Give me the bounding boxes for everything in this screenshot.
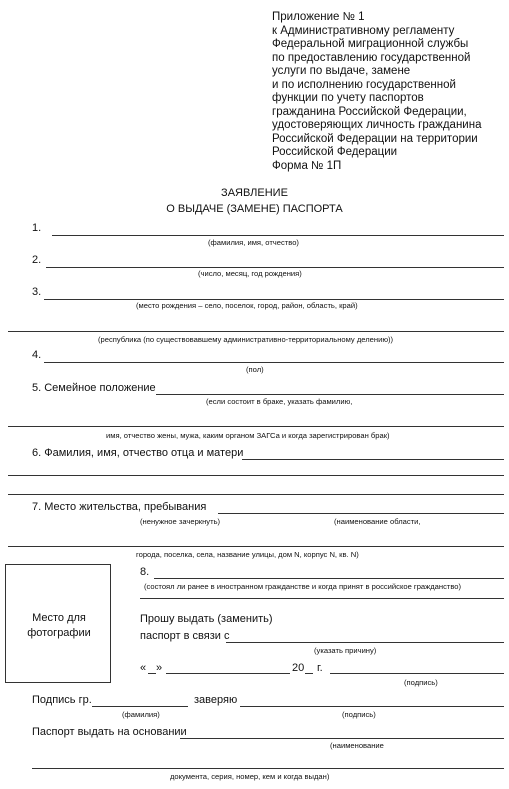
document-title: ЗАЯВЛЕНИЕ [221,187,288,199]
date-month-line[interactable] [166,673,290,674]
appendix-line: Приложение № 1 [272,11,365,23]
appendix-line: Федеральной миграционной службы [272,38,469,50]
field-4-number: 4. [32,349,42,361]
field-7-caption-2: города, поселка, села, название улицы, дом N, корпус N, кв. N) [136,550,359,559]
appendix-line: Российской Федерации на территории [272,132,478,145]
field-5-caption: (если состоит в браке, указать фамилию, [206,397,353,406]
field-4-caption: (пол) [246,365,264,374]
form-number: Форма № 1П [272,159,342,172]
appendix-line: Российской Федерации [272,146,398,158]
field-7-label: 7. Место жительства, пребывания [32,501,207,513]
applicant-signature-caption: (подпись) [404,678,438,687]
date-open-quote: « [140,662,147,674]
field-6-line[interactable] [242,459,504,460]
field-6-label: 6. Фамилия, имя, отчество отца и матери [32,447,244,459]
certify-verb: заверяю [194,694,238,706]
field-7-line[interactable] [218,513,504,514]
appendix-line: гражданина Российской Федерации, [272,105,467,118]
basis-label: Паспорт выдать на основании [32,726,187,738]
document-subtitle: О ВЫДАЧЕ (ЗАМЕНЕ) ПАСПОРТА [166,203,343,215]
date-year-prefix: 20 [292,662,305,674]
appendix-line: услуги по выдаче, замене [272,65,411,77]
field-2-number: 2. [32,254,42,266]
reason-line[interactable] [226,642,504,643]
field-3-line[interactable] [44,299,504,300]
appendix-line: по предоставлению государственной [272,51,471,64]
certify-signature-caption: (подпись) [342,710,376,719]
field-5-line-2[interactable] [8,426,504,427]
field-1-number: 1. [32,222,42,234]
field-5-label: 5. Семейное положение [32,382,156,394]
appendix-line: к Административному регламенту [272,24,455,37]
request-line-2: паспорт в связи с [140,630,230,642]
field-1-line[interactable] [52,235,504,236]
field-7-line-2[interactable] [8,546,504,547]
field-8-line-2[interactable] [140,598,504,599]
certify-label: Подпись гр. [32,694,92,706]
appendix-line: функции по учету паспортов [272,92,424,104]
appendix-line: и по исполнению государственной [272,78,456,91]
field-8-number: 8. [140,566,150,578]
basis-line-2[interactable] [32,768,504,769]
photo-placeholder [5,564,111,683]
field-5-line[interactable] [156,394,504,395]
date-year-suffix: г. [317,662,323,674]
date-day-line[interactable] [148,673,156,674]
field-8-caption: (состоял ли ранее в иностранном гражданстве и когда принят в российское гражданство) [144,582,462,591]
basis-line[interactable] [180,738,504,739]
field-2-line[interactable] [46,267,504,268]
field-3-line-2[interactable] [8,331,504,332]
date-close-quote: » [156,662,163,674]
certify-surname-caption: (фамилия) [122,710,160,719]
field-1-caption: (фамилия, имя, отчество) [208,238,299,247]
field-3-caption: (место рождения – село, поселок, город, район, область, край) [136,301,358,310]
field-2-caption: (число, месяц, год рождения) [198,269,302,278]
field-3-caption-2: (республика (по существовавшему административно-территориальному делению)) [98,335,394,344]
field-6-line-2[interactable] [8,475,504,476]
field-3-number: 3. [32,286,42,298]
certify-signature-line[interactable] [240,706,504,707]
reason-caption: (указать причину) [314,646,377,655]
basis-caption-2: документа, серия, номер, кем и когда выдан) [170,772,330,781]
field-4-line[interactable] [44,362,504,363]
date-year-line[interactable] [305,673,313,674]
basis-caption: (наименование [330,741,384,750]
certify-surname-line[interactable] [92,706,188,707]
field-6-line-3[interactable] [8,494,504,495]
field-5-caption-2: имя, отчество жены, мужа, каким органом ЗАГСа и когда зарегистрирован брак) [106,431,390,440]
request-line-1: Прошу выдать (заменить) [140,613,273,625]
field-7-caption-b: (наименование области, [334,517,421,526]
field-8-line[interactable] [154,578,504,579]
applicant-signature-line[interactable] [330,673,504,674]
appendix-line: удостоверяющих личность гражданина [272,119,482,131]
field-7-caption-a: (ненужное зачеркнуть) [140,517,221,526]
photo-label: Место для фотографии [27,612,91,639]
